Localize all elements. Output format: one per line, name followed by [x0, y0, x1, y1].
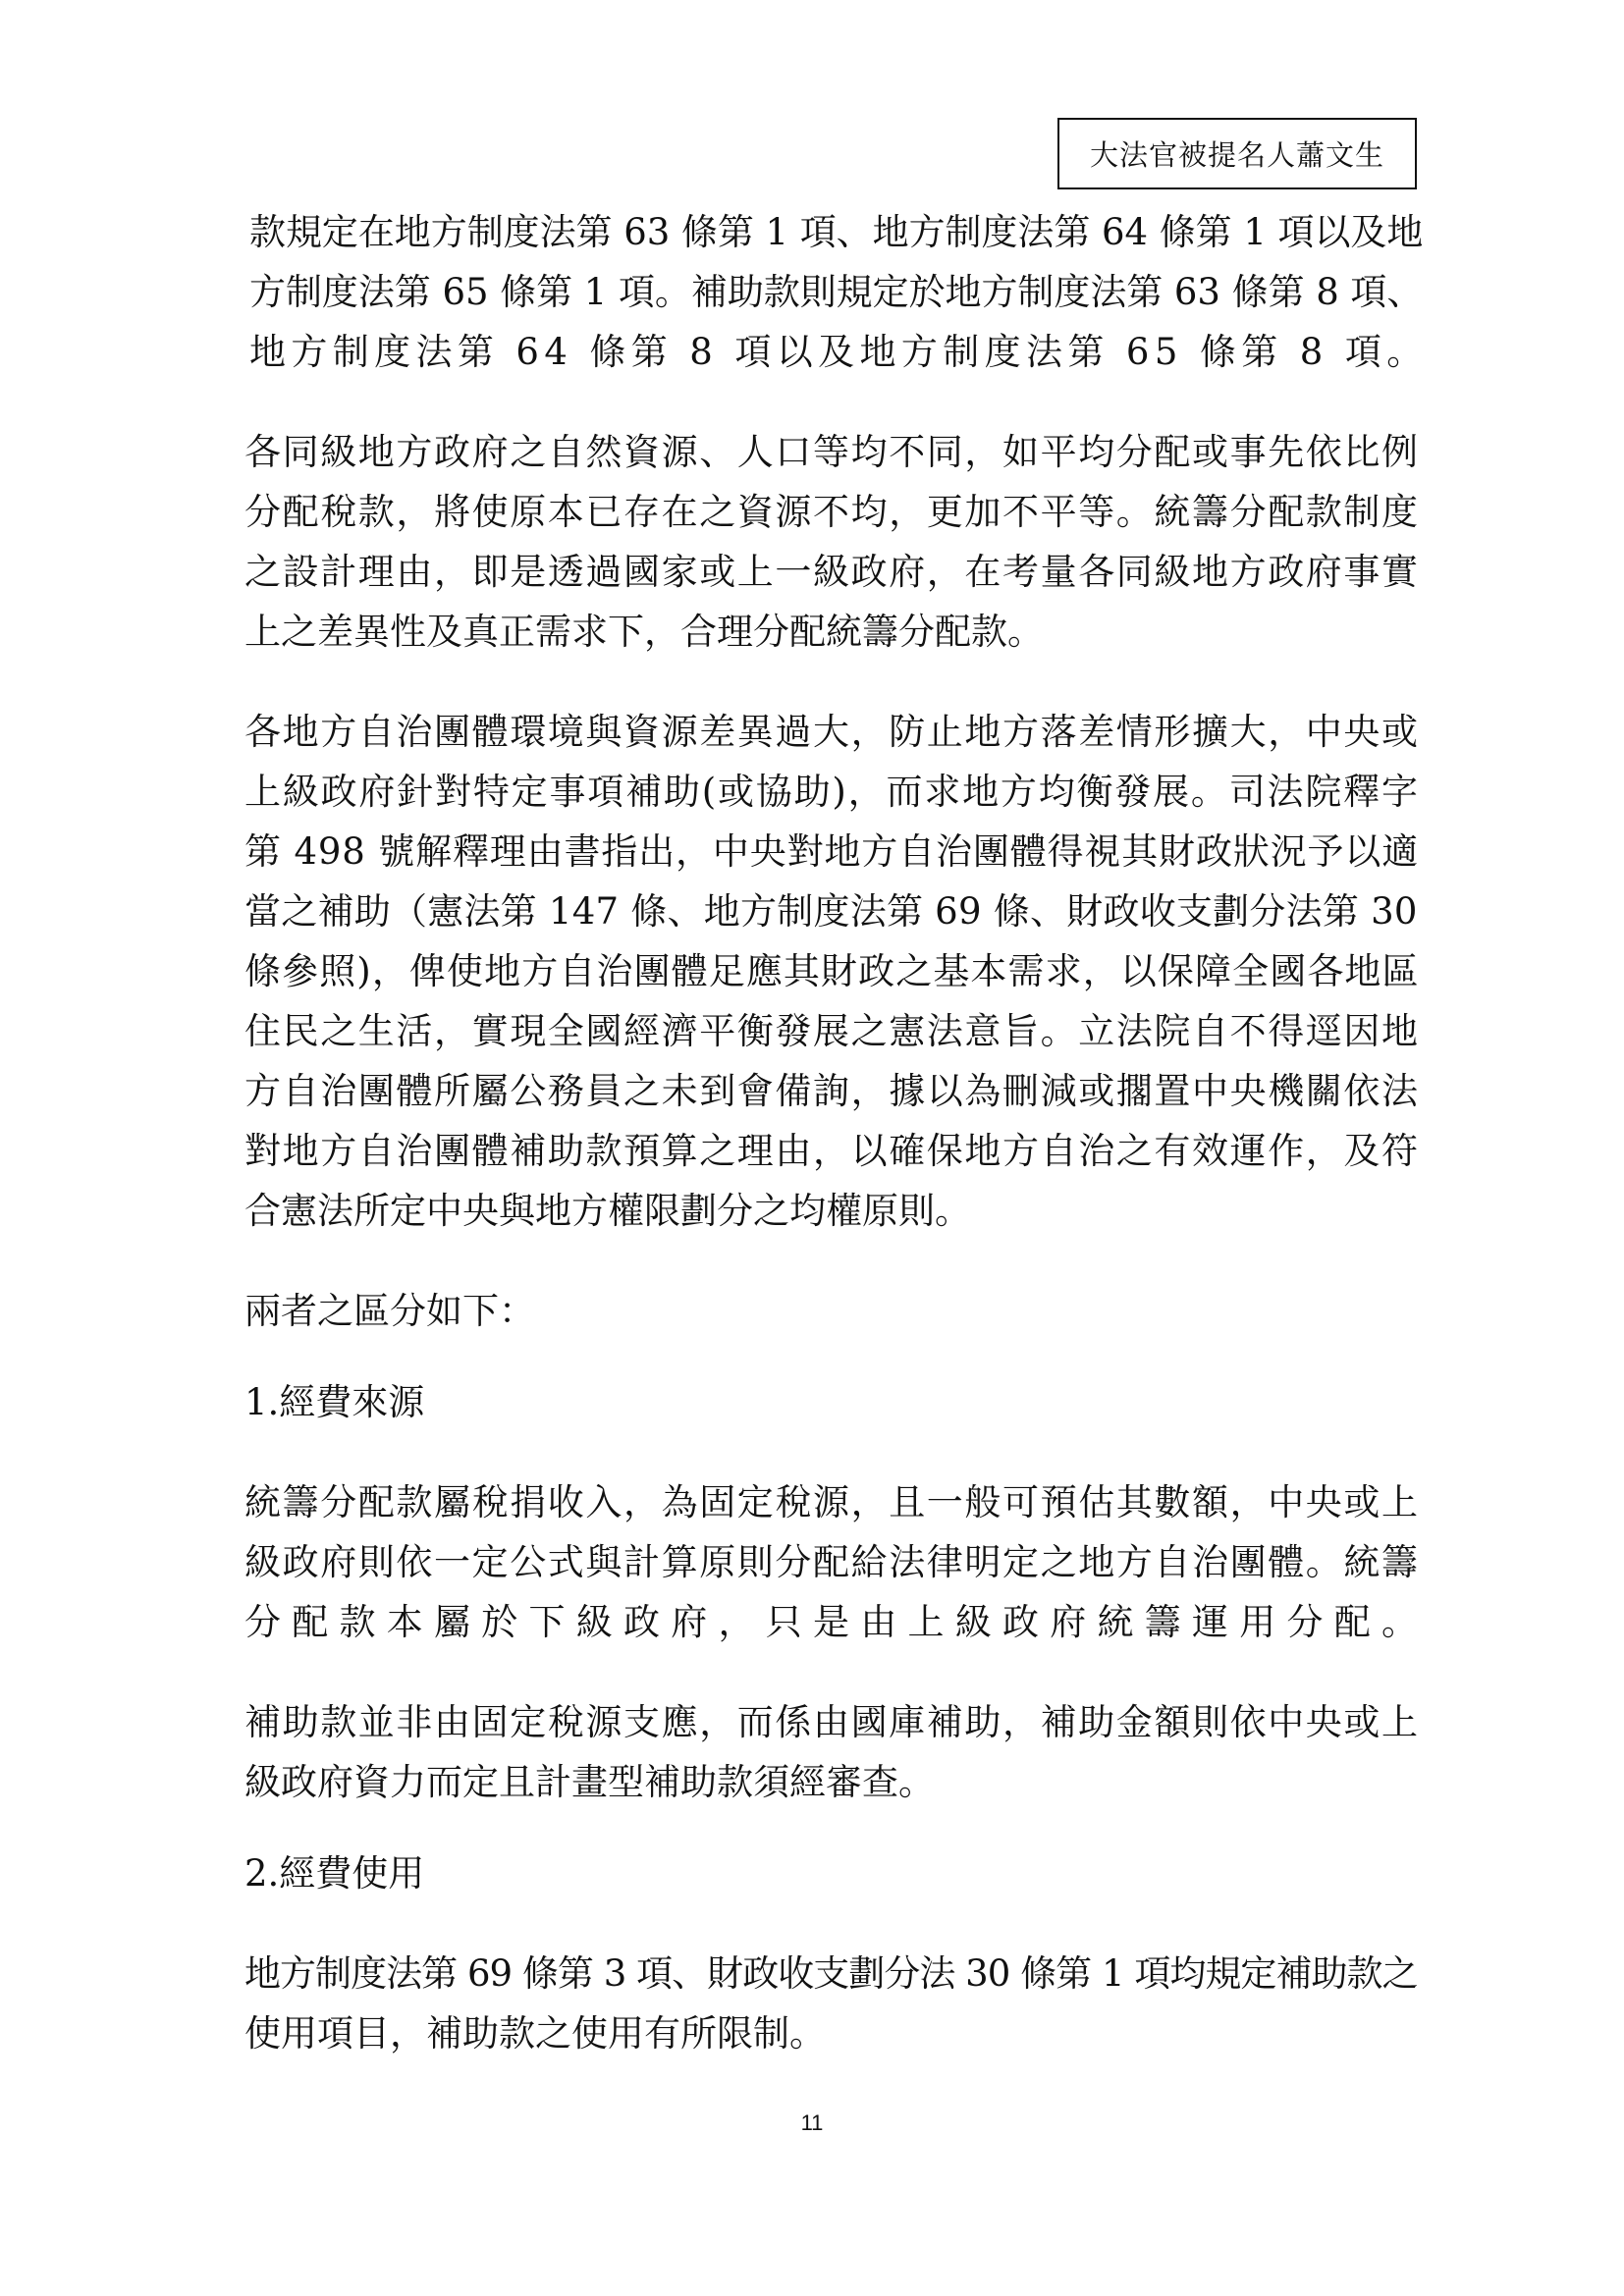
body-line: 對地方自治團體補助款預算之理由，以確保地方自治之有效運作，及符 [244, 1130, 1420, 1172]
body-line: 第 498 號解釋理由書指出，中央對地方自治團體得視其財政狀況予以適 [244, 830, 1420, 873]
body-line: 級政府資力而定且計畫型補助款須經審查。 [244, 1761, 935, 1803]
body-line: 款規定在地方制度法第 63 條第 1 項、地方制度法第 64 條第 1 項以及地 [249, 211, 1424, 253]
page-number: 11 [800, 2110, 824, 2135]
body-line: 補助款並非由固定稅源支應，而係由國庫補助，補助金額則依中央或上 [244, 1701, 1420, 1743]
body-line: 上級政府針對特定事項補助(或協助)，而求地方均衡發展。司法院釋字 [244, 771, 1420, 813]
body-line: 合憲法所定中央與地方權限劃分之均權原則。 [244, 1190, 971, 1232]
body-line: 之設計理由，即是透過國家或上一級政府，在考量各同級地方政府事實 [244, 551, 1420, 593]
body-line: 分配稅款，將使原本已存在之資源不均，更加不平等。統籌分配款制度 [244, 491, 1420, 533]
body-line: 各同級地方政府之自然資源、人口等均不同，如平均分配或事先依比例 [244, 431, 1420, 473]
body-line: 條參照)，俾使地方自治團體足應其財政之基本需求，以保障全國各地區 [244, 950, 1420, 992]
body-line: 方制度法第 65 條第 1 項。補助款則規定於地方制度法第 63 條第 8 項、 [249, 271, 1424, 313]
section-heading: 2.經費使用 [244, 1852, 425, 1895]
section-heading: 1.經費來源 [244, 1381, 425, 1423]
body-line: 方自治團體所屬公務員之未到會備詢，據以為刪減或擱置中央機關依法 [244, 1070, 1420, 1112]
nominee-header-label: 大法官被提名人蕭文生 [1057, 118, 1417, 189]
body-line: 地方制度法第 64 條第 8 項以及地方制度法第 65 條第 8 項。 [249, 331, 1429, 373]
section-intro: 兩者之區分如下： [244, 1290, 535, 1332]
body-line: 當之補助（憲法第 147 條、地方制度法第 69 條、財政收支劃分法第 30 [244, 890, 1418, 933]
body-line: 使用項目，補助款之使用有所限制。 [244, 2012, 826, 2055]
body-line: 分配款本屬於下級政府，只是由上級政府統籌運用分配。 [244, 1601, 1430, 1643]
body-line: 各地方自治團體環境與資源差異過大，防止地方落差情形擴大，中央或 [244, 711, 1420, 753]
body-line: 上之差異性及真正需求下，合理分配統籌分配款。 [244, 611, 1044, 653]
body-line: 地方制度法第 69 條第 3 項、財政收支劃分法 30 條第 1 項均規定補助款之 [244, 1952, 1418, 1995]
body-line: 級政府則依一定公式與計算原則分配給法律明定之地方自治團體。統籌 [244, 1541, 1420, 1583]
body-line: 住民之生活，實現全國經濟平衡發展之憲法意旨。立法院自不得逕因地 [244, 1010, 1420, 1052]
body-line: 統籌分配款屬稅捐收入，為固定稅源，且一般可預估其數額，中央或上 [244, 1481, 1420, 1523]
